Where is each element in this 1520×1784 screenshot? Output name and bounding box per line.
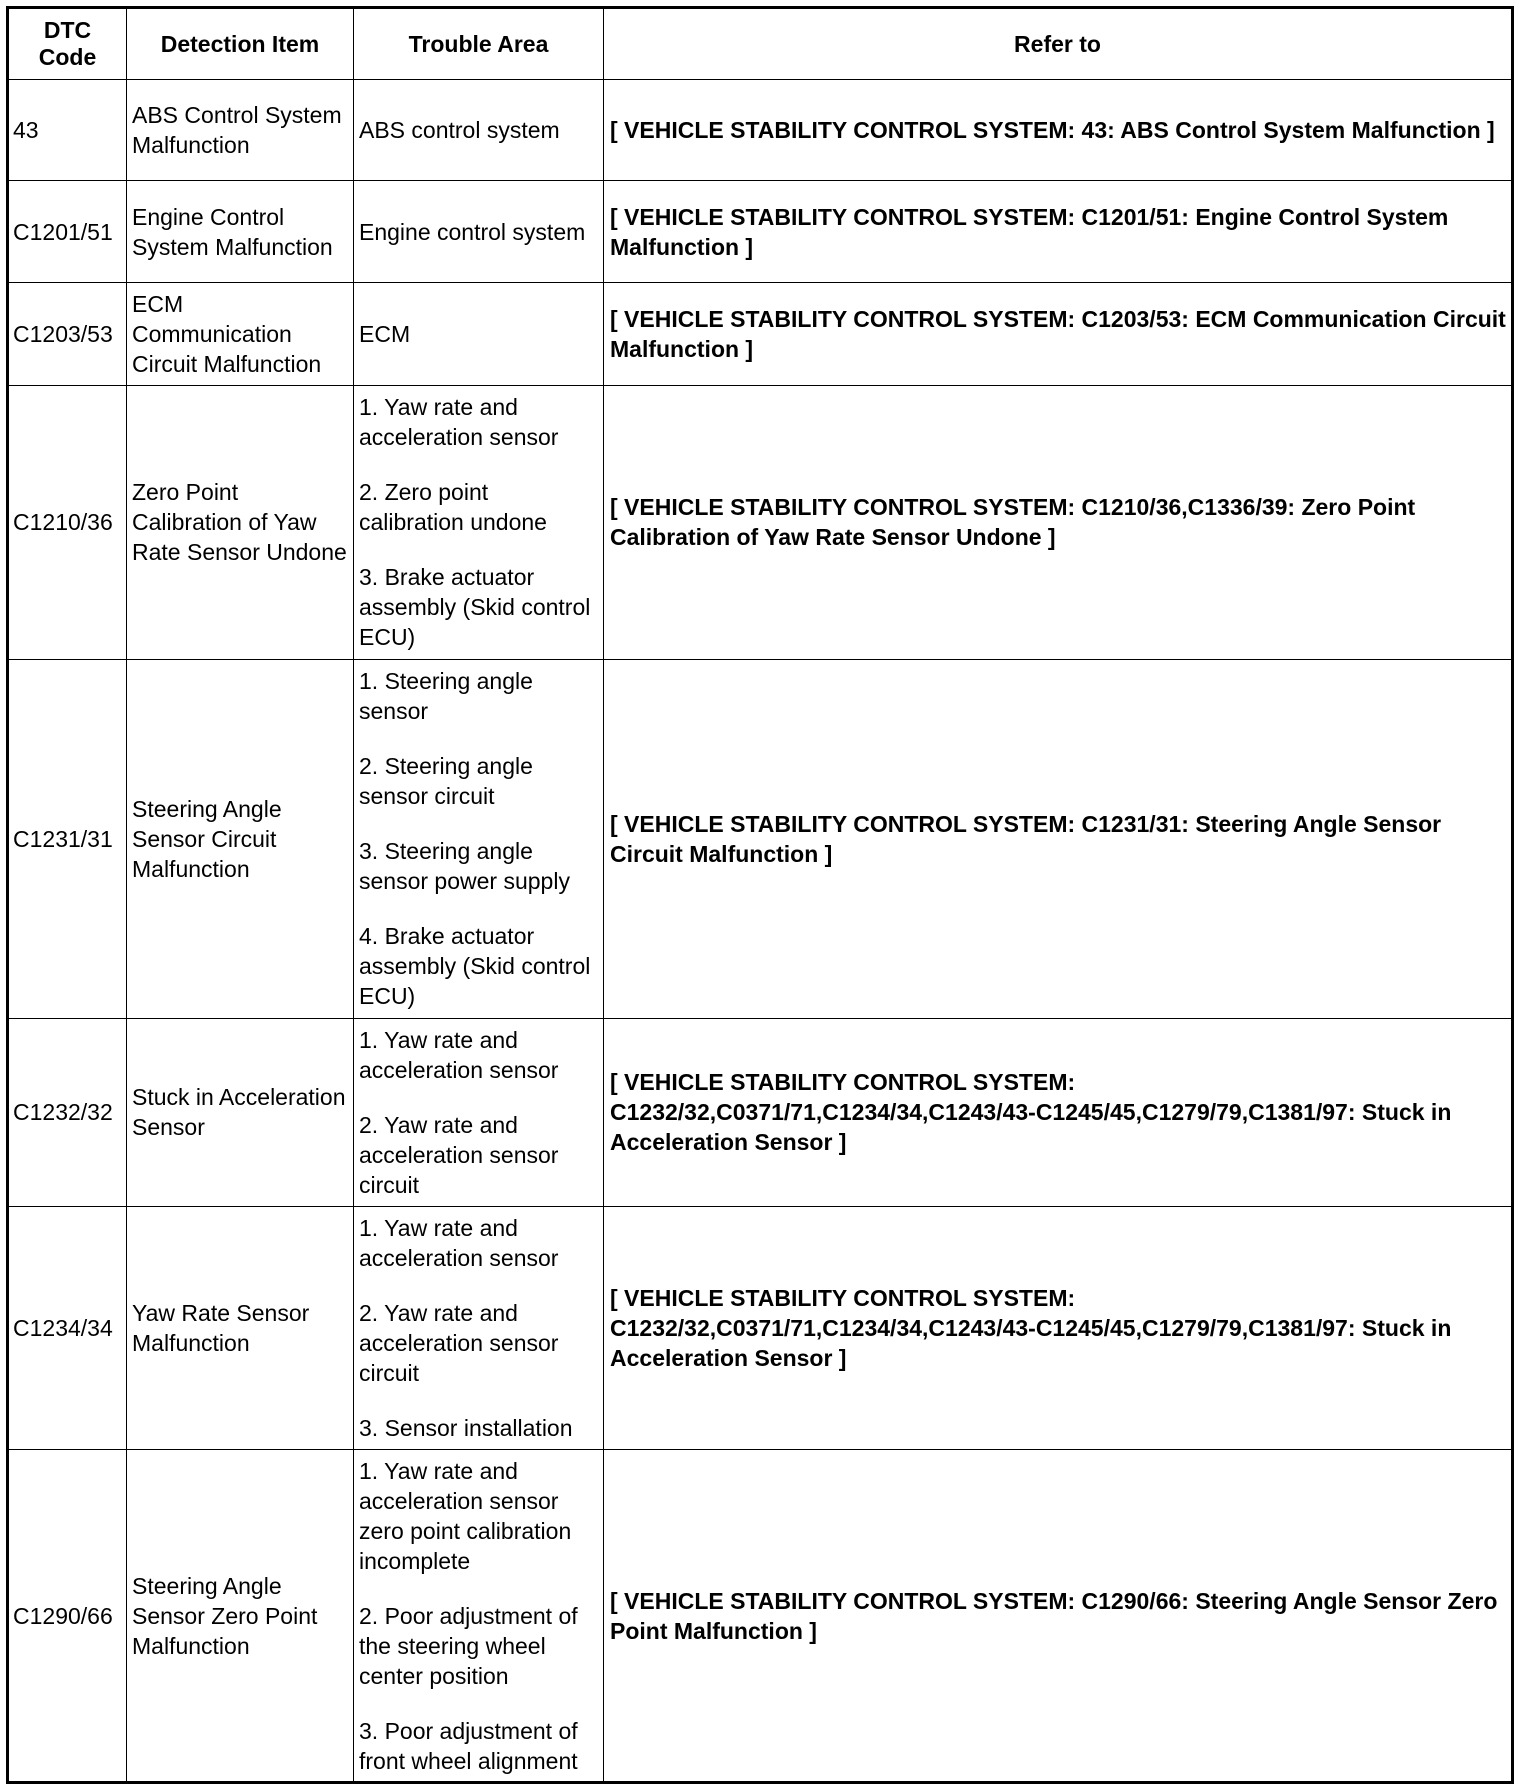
- detection-item: Steering Angle Sensor Circuit Malfunction: [127, 659, 354, 1018]
- table-row: [8, 181, 1513, 283]
- table-header-row: [8, 8, 1513, 80]
- table-row: [8, 1206, 1513, 1449]
- dtc-code: C1203/53: [8, 283, 127, 385]
- dtc-table: [6, 6, 1514, 1784]
- trouble-area-item: 3. Poor adjustment of front wheel alignment: [359, 1717, 578, 1774]
- dtc-code: C1201/51: [8, 181, 127, 283]
- trouble-area: [354, 659, 604, 1018]
- dtc-code: 43: [8, 80, 127, 181]
- trouble-area-item: 1. Yaw rate and acceleration sensor: [359, 1215, 559, 1272]
- dtc-code: C1232/32: [8, 1018, 127, 1206]
- detection-item: ABS Control System Malfunction: [127, 80, 354, 181]
- trouble-area-item: 1. Yaw rate and acceleration sensor zero point calibration incomplete: [359, 1457, 572, 1574]
- trouble-area-item: 3. Brake actuator assembly (Skid control ECU): [359, 564, 591, 651]
- trouble-area-item: 3. Steering angle sensor power supply: [359, 838, 570, 895]
- table-row: [8, 1450, 1513, 1783]
- trouble-area: [354, 1450, 604, 1783]
- trouble-area-item: 3. Sensor installation: [359, 1415, 573, 1442]
- trouble-area: [354, 181, 604, 283]
- trouble-area-item: 4. Brake actuator assembly (Skid control ECU): [359, 923, 591, 1010]
- trouble-area-item: 2. Poor adjustment of the steering wheel center position: [359, 1602, 578, 1689]
- trouble-area-item: 1. Yaw rate and acceleration sensor: [359, 394, 559, 451]
- dtc-code: C1290/66: [8, 1450, 127, 1783]
- detection-item: Stuck in Acceleration Sensor: [127, 1018, 354, 1206]
- trouble-area-item: 1. Steering angle sensor: [359, 668, 533, 725]
- detection-item: Zero Point Calibration of Yaw Rate Sensor Undone: [127, 385, 354, 659]
- table-row: [8, 80, 1513, 181]
- refer-to-link[interactable]: [ VEHICLE STABILITY CONTROL SYSTEM: C1290/66: Steering Angle Sensor Zero Point Malfunction ]: [604, 1450, 1513, 1783]
- trouble-area: [354, 80, 604, 181]
- table-row: [8, 1018, 1513, 1206]
- detection-item: Steering Angle Sensor Zero Point Malfunction: [127, 1450, 354, 1783]
- header-dtc-code: DTC Code: [8, 8, 127, 80]
- dtc-code: C1234/34: [8, 1206, 127, 1449]
- trouble-area-item: 2. Zero point calibration undone: [359, 479, 547, 536]
- table-row: [8, 283, 1513, 385]
- refer-to-link[interactable]: [ VEHICLE STABILITY CONTROL SYSTEM: C1232/32,C0371/71,C1234/34,C1243/43-C1245/45,C1279/79,C1381/97: Stuck in Acceleration Sensor ]: [604, 1018, 1513, 1206]
- refer-to-link[interactable]: [ VEHICLE STABILITY CONTROL SYSTEM: 43: ABS Control System Malfunction ]: [604, 80, 1513, 181]
- header-refer-to: Refer to: [604, 8, 1513, 80]
- dtc-code: C1210/36: [8, 385, 127, 659]
- trouble-area-item: 1. Yaw rate and acceleration sensor: [359, 1026, 559, 1083]
- detection-item: ECM Communication Circuit Malfunction: [127, 283, 354, 385]
- trouble-area: [354, 385, 604, 659]
- table-row: [8, 385, 1513, 659]
- trouble-area: [354, 1018, 604, 1206]
- table-row: [8, 659, 1513, 1018]
- refer-to-link[interactable]: [ VEHICLE STABILITY CONTROL SYSTEM: C1201/51: Engine Control System Malfunction ]: [604, 181, 1513, 283]
- trouble-area-item: 2. Yaw rate and acceleration sensor circuit: [359, 1111, 559, 1198]
- trouble-area-item: ECM: [359, 320, 411, 347]
- detection-item: Yaw Rate Sensor Malfunction: [127, 1206, 354, 1449]
- trouble-area-item: 2. Yaw rate and acceleration sensor circuit: [359, 1300, 559, 1387]
- trouble-area-item: ABS control system: [359, 117, 560, 144]
- trouble-area: [354, 283, 604, 385]
- header-trouble-area: Trouble Area: [354, 8, 604, 80]
- header-detection-item: Detection Item: [127, 8, 354, 80]
- trouble-area-item: Engine control system: [359, 218, 586, 245]
- trouble-area: [354, 1206, 604, 1449]
- trouble-area-item: 2. Steering angle sensor circuit: [359, 753, 533, 810]
- detection-item: Engine Control System Malfunction: [127, 181, 354, 283]
- refer-to-link[interactable]: [ VEHICLE STABILITY CONTROL SYSTEM: C1203/53: ECM Communication Circuit Malfunction ]: [604, 283, 1513, 385]
- dtc-code: C1231/31: [8, 659, 127, 1018]
- refer-to-link[interactable]: [ VEHICLE STABILITY CONTROL SYSTEM: C1210/36,C1336/39: Zero Point Calibration of Yaw Rate Sensor Undone ]: [604, 385, 1513, 659]
- refer-to-link[interactable]: [ VEHICLE STABILITY CONTROL SYSTEM: C1232/32,C0371/71,C1234/34,C1243/43-C1245/45,C1279/79,C1381/97: Stuck in Acceleration Sensor ]: [604, 1206, 1513, 1449]
- refer-to-link[interactable]: [ VEHICLE STABILITY CONTROL SYSTEM: C1231/31: Steering Angle Sensor Circuit Malfunction ]: [604, 659, 1513, 1018]
